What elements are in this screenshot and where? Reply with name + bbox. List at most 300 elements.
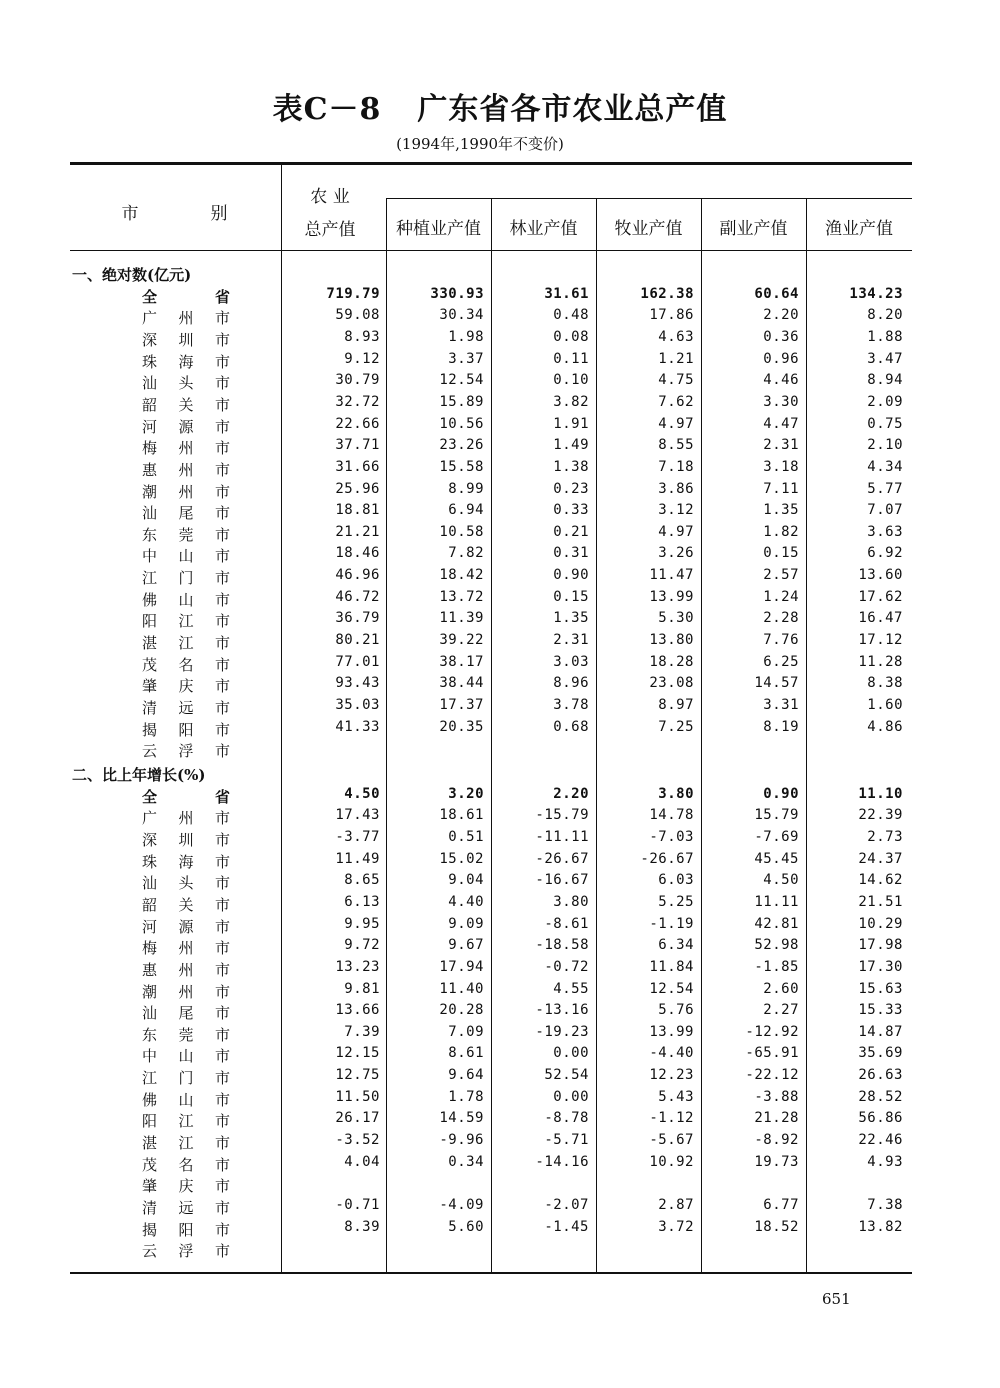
value-cell: 0.75 [867, 415, 903, 432]
value-cell: 13.99 [649, 1023, 694, 1040]
city-name-char: 珠 [142, 352, 158, 371]
value-cell: 13.99 [649, 588, 694, 605]
city-name-char: 山 [178, 1090, 194, 1109]
table-row [0, 1110, 1000, 1132]
city-name-char: 市 [214, 982, 230, 1001]
city-name [142, 1132, 230, 1153]
value-cell: 7.38 [867, 1197, 903, 1213]
header-total-line1: 农 业 [310, 187, 350, 207]
value-cell: 1.78 [448, 1088, 484, 1105]
value-cell: 1.35 [553, 610, 589, 627]
value-cell: -18.58 [535, 937, 589, 954]
value-cell: 0.68 [553, 718, 589, 735]
city-name [142, 416, 230, 437]
value-cell: 93.43 [335, 675, 380, 692]
value-cell: 1.49 [553, 437, 589, 454]
table-row [0, 1002, 1000, 1024]
city-name-char: 湛 [142, 1134, 158, 1153]
value-cell: 9.95 [344, 915, 380, 932]
value-cell: 18.42 [439, 567, 484, 584]
value-cell: -3.88 [754, 1088, 799, 1105]
city-name-char: 广 [142, 309, 158, 328]
value-cell: 6.77 [763, 1197, 799, 1213]
value-cell: 12.54 [439, 372, 484, 389]
value-cell: 11.10 [858, 785, 903, 802]
value-cell: 5.25 [658, 893, 694, 910]
city-name-char: 潮 [142, 982, 158, 1001]
city-name-char: 阳 [178, 1220, 194, 1239]
city-name [142, 481, 230, 502]
table-row [0, 1089, 1000, 1111]
city-name-char: 市 [214, 1069, 230, 1088]
value-cell: 37.71 [335, 437, 380, 454]
value-cell: 59.08 [335, 307, 380, 324]
city-name [142, 937, 230, 958]
city-name [142, 459, 230, 480]
city-name [142, 786, 230, 807]
city-name-char: 源 [178, 417, 194, 436]
value-cell: -15.79 [535, 807, 589, 824]
city-name-char: 市 [214, 874, 230, 893]
value-cell: 12.54 [649, 980, 694, 997]
value-cell: 6.25 [763, 653, 799, 670]
city-name-char: 市 [214, 634, 230, 653]
city-name-char: 州 [178, 439, 194, 458]
value-cell: 6.34 [658, 937, 694, 954]
value-cell: 15.58 [439, 458, 484, 475]
table-row [0, 307, 1000, 329]
city-name-char: 市 [214, 374, 230, 393]
table-row [0, 1175, 1000, 1197]
table-row [0, 437, 1000, 459]
city-name-char: 湛 [142, 634, 158, 653]
value-cell: -9.96 [439, 1132, 484, 1149]
value-cell: 8.55 [658, 437, 694, 454]
city-name-char: 州 [178, 309, 194, 328]
value-cell: 134.23 [849, 285, 903, 302]
value-cell: 0.33 [553, 502, 589, 519]
value-cell: 4.34 [867, 458, 903, 475]
table-row [0, 589, 1000, 611]
table-name: 广东省各市农业总产值 [417, 92, 728, 127]
value-cell: 6.03 [658, 872, 694, 889]
table-row [0, 937, 1000, 959]
city-name-char: 江 [178, 634, 194, 653]
city-name-char: 山 [178, 547, 194, 566]
value-cell: -8.92 [754, 1132, 799, 1149]
value-cell: 5.30 [658, 610, 694, 627]
city-name-char: 门 [178, 569, 194, 588]
value-cell: 4.97 [658, 523, 694, 540]
city-name-char: 市 [214, 960, 230, 979]
city-name [142, 981, 230, 1002]
value-cell: 13.60 [858, 567, 903, 584]
city-name-char: 市 [214, 939, 230, 958]
value-cell: 3.26 [658, 545, 694, 562]
table-row [0, 524, 1000, 546]
value-cell: 0.90 [553, 567, 589, 584]
city-name-char: 市 [214, 1155, 230, 1174]
value-cell: 3.31 [763, 697, 799, 713]
city-name-char: 市 [214, 309, 230, 328]
table-row [0, 1197, 1000, 1219]
bottom-rule [70, 1272, 912, 1274]
value-cell: 17.62 [858, 588, 903, 605]
value-cell: 3.86 [658, 480, 694, 497]
city-name-char: 庆 [178, 677, 194, 696]
value-cell: 4.93 [867, 1153, 903, 1170]
city-name [142, 807, 230, 828]
value-cell: 8.96 [553, 675, 589, 692]
city-name-char: 惠 [142, 960, 158, 979]
value-cell: 8.39 [344, 1218, 380, 1235]
value-cell: 15.89 [439, 393, 484, 410]
city-name-char: 东 [142, 525, 158, 544]
value-cell: 4.97 [658, 415, 694, 432]
table-row [0, 829, 1000, 851]
value-cell: 5.60 [448, 1218, 484, 1235]
city-name-char: 市 [214, 1242, 230, 1261]
city-name-char: 远 [178, 1199, 194, 1217]
value-cell: 1.82 [763, 523, 799, 540]
table-row [0, 654, 1000, 676]
table-row [0, 872, 1000, 894]
city-name-char: 清 [142, 1199, 158, 1217]
city-name-char: 市 [214, 395, 230, 414]
value-cell: 80.21 [335, 632, 380, 649]
value-cell: 8.93 [344, 328, 380, 345]
city-name-char: 市 [214, 352, 230, 371]
value-cell: 52.54 [544, 1067, 589, 1084]
table-row [0, 894, 1000, 916]
city-name [142, 654, 230, 675]
value-cell: 20.35 [439, 718, 484, 735]
value-cell: 11.40 [439, 980, 484, 997]
table-row [0, 1067, 1000, 1089]
city-name-char: 市 [214, 1220, 230, 1239]
value-cell: 52.98 [754, 937, 799, 954]
city-name [142, 916, 230, 937]
table-subtitle: (1994年,1990年不变价) [396, 135, 564, 153]
value-cell: -3.52 [335, 1132, 380, 1149]
value-cell: 17.37 [439, 697, 484, 713]
value-cell: 719.79 [326, 285, 380, 302]
value-cell: 26.63 [858, 1067, 903, 1084]
value-cell: 5.77 [867, 480, 903, 497]
value-cell: 38.44 [439, 675, 484, 692]
value-cell: 17.94 [439, 958, 484, 975]
table-row [0, 502, 1000, 524]
value-cell: 0.10 [553, 372, 589, 389]
city-name-char: 尾 [178, 504, 194, 523]
value-cell: 45.45 [754, 850, 799, 867]
city-name-char: 揭 [142, 1220, 158, 1239]
value-cell: 6.92 [867, 545, 903, 562]
city-name-char: 惠 [142, 460, 158, 479]
header-total-line2: 总产值 [304, 220, 356, 240]
value-cell: 11.11 [754, 893, 799, 910]
value-cell: -26.67 [640, 850, 694, 867]
city-name-char: 江 [178, 1134, 194, 1153]
header-col: 种植业产值 [396, 219, 481, 239]
table-row [0, 740, 1000, 762]
city-name-char: 珠 [142, 852, 158, 871]
table-row [0, 416, 1000, 438]
city-name-char: 市 [214, 720, 230, 739]
value-cell: -8.61 [544, 915, 589, 932]
city-name-char: 头 [178, 374, 194, 393]
value-cell: 15.79 [754, 807, 799, 824]
city-name-char: 韶 [142, 395, 158, 414]
value-cell: 17.86 [649, 307, 694, 324]
city-name-char: 山 [178, 1047, 194, 1066]
city-name-char: 云 [142, 742, 158, 761]
city-name-char: 汕 [142, 504, 158, 523]
value-cell: 56.86 [858, 1110, 903, 1127]
value-cell: 7.76 [763, 632, 799, 649]
value-cell: 17.30 [858, 958, 903, 975]
city-name-char: 市 [214, 917, 230, 936]
value-cell: 17.98 [858, 937, 903, 954]
city-name-char: 浮 [178, 742, 194, 761]
section-label: 一、绝对数(亿元) [72, 266, 192, 284]
value-cell: 2.27 [763, 1002, 799, 1019]
value-cell: 4.63 [658, 328, 694, 345]
value-cell: 14.78 [649, 807, 694, 824]
city-name [142, 959, 230, 980]
header-city-1: 市 [121, 204, 139, 224]
city-name-char: 市 [214, 1134, 230, 1153]
city-name-char: 肇 [142, 677, 158, 696]
city-name-char: 门 [178, 1069, 194, 1088]
value-cell: 20.28 [439, 1002, 484, 1019]
value-cell: 2.20 [763, 307, 799, 324]
value-cell: 0.51 [448, 828, 484, 845]
city-name-char: 源 [178, 917, 194, 936]
city-name-char: 市 [214, 1004, 230, 1023]
value-cell: 0.31 [553, 545, 589, 562]
city-name-char: 阳 [178, 720, 194, 739]
city-name [142, 740, 230, 761]
table-row [0, 372, 1000, 394]
value-cell: 31.66 [335, 458, 380, 475]
value-cell: 3.80 [658, 785, 694, 802]
value-cell: 2.10 [867, 437, 903, 454]
value-cell: -19.23 [535, 1023, 589, 1040]
value-cell: 21.21 [335, 523, 380, 540]
value-cell: 0.96 [763, 350, 799, 367]
value-cell: 9.67 [448, 937, 484, 954]
table-row [0, 1219, 1000, 1241]
city-name [142, 1024, 230, 1045]
city-name-char: 市 [214, 895, 230, 914]
section-label: 二、比上年增长(%) [72, 766, 206, 784]
value-cell: 10.29 [858, 915, 903, 932]
city-name-char: 汕 [142, 374, 158, 393]
value-cell: -1.85 [754, 958, 799, 975]
value-cell: 8.97 [658, 697, 694, 713]
city-name-char: 州 [178, 809, 194, 828]
value-cell: 2.87 [658, 1197, 694, 1213]
value-cell: 0.00 [553, 1088, 589, 1105]
city-name-char: 阳 [142, 1112, 158, 1131]
city-name-char: 海 [178, 852, 194, 871]
city-name-char: 市 [214, 830, 230, 849]
city-name-char: 全 [142, 787, 158, 806]
city-name [142, 632, 230, 653]
value-cell: 12.15 [335, 1045, 380, 1062]
value-cell: 4.04 [344, 1153, 380, 1170]
value-cell: 18.28 [649, 653, 694, 670]
value-cell: 0.48 [553, 307, 589, 324]
value-cell: 3.78 [553, 697, 589, 713]
value-cell: 12.23 [649, 1067, 694, 1084]
city-name-char: 中 [142, 1047, 158, 1066]
value-cell: 14.57 [754, 675, 799, 692]
table-row [0, 351, 1000, 373]
table-row [0, 981, 1000, 1003]
city-name-char: 浮 [178, 1242, 194, 1261]
value-cell: -4.40 [649, 1045, 694, 1062]
value-cell: 3.03 [553, 653, 589, 670]
value-cell: 4.50 [763, 872, 799, 889]
value-cell: 2.60 [763, 980, 799, 997]
value-cell: 1.24 [763, 588, 799, 605]
city-name [142, 697, 230, 718]
value-cell: 6.94 [448, 502, 484, 519]
value-cell: 22.66 [335, 415, 380, 432]
value-cell: -7.69 [754, 828, 799, 845]
city-name-char: 茂 [142, 655, 158, 674]
table-row [0, 786, 1000, 808]
value-cell: 4.50 [344, 785, 380, 802]
city-name-char: 江 [178, 612, 194, 631]
value-cell: 162.38 [640, 285, 694, 302]
city-name-char: 全 [142, 287, 158, 306]
value-cell: -13.16 [535, 1002, 589, 1019]
value-cell: 5.76 [658, 1002, 694, 1019]
value-cell: 42.81 [754, 915, 799, 932]
value-cell: 0.15 [553, 588, 589, 605]
value-cell: 2.28 [763, 610, 799, 627]
table-row [0, 807, 1000, 829]
city-name-char: 市 [214, 439, 230, 458]
value-cell: 23.26 [439, 437, 484, 454]
city-name-char: 揭 [142, 720, 158, 739]
header-col: 林业产值 [509, 219, 578, 239]
city-name [142, 610, 230, 631]
city-name-char: 茂 [142, 1155, 158, 1174]
table-row [0, 567, 1000, 589]
table-title [0, 84, 1000, 128]
city-name-char: 市 [214, 547, 230, 566]
value-cell: -4.09 [439, 1197, 484, 1213]
value-cell: 4.86 [867, 718, 903, 735]
value-cell: 11.39 [439, 610, 484, 627]
value-cell: -5.71 [544, 1132, 589, 1149]
city-name-char: 阳 [142, 612, 158, 631]
header-col: 副业产值 [719, 219, 788, 239]
value-cell: 6.13 [344, 893, 380, 910]
city-name-char: 山 [178, 590, 194, 609]
value-cell: 22.46 [858, 1132, 903, 1149]
table-row [0, 632, 1000, 654]
value-cell: 2.31 [553, 632, 589, 649]
value-cell: 9.64 [448, 1067, 484, 1084]
value-cell: 3.30 [763, 393, 799, 410]
value-cell: 2.57 [763, 567, 799, 584]
value-cell: -16.67 [535, 872, 589, 889]
value-cell: -26.67 [535, 850, 589, 867]
value-cell: 30.34 [439, 307, 484, 324]
city-name-char: 州 [178, 939, 194, 958]
city-name-char: 市 [214, 699, 230, 717]
value-cell: 8.65 [344, 872, 380, 889]
table-code: 表C－8 [272, 92, 382, 127]
city-name-char: 市 [214, 1199, 230, 1217]
value-cell: 13.66 [335, 1002, 380, 1019]
table-row [0, 1240, 1000, 1262]
table-row [0, 1024, 1000, 1046]
value-cell: 11.50 [335, 1088, 380, 1105]
value-cell: 3.80 [553, 893, 589, 910]
value-cell: 3.12 [658, 502, 694, 519]
value-cell: 32.72 [335, 393, 380, 410]
value-cell: 15.33 [858, 1002, 903, 1019]
city-name-char: 市 [214, 852, 230, 871]
value-cell: 9.09 [448, 915, 484, 932]
city-name-char: 云 [142, 1242, 158, 1261]
value-cell: 18.46 [335, 545, 380, 562]
city-name-char: 汕 [142, 874, 158, 893]
value-cell: 3.37 [448, 350, 484, 367]
city-name [142, 545, 230, 566]
value-cell: 35.69 [858, 1045, 903, 1062]
value-cell: 3.72 [658, 1218, 694, 1235]
header-sub-rule [386, 198, 912, 199]
city-name [142, 894, 230, 915]
value-cell: -5.67 [649, 1132, 694, 1149]
city-name-char: 深 [142, 830, 158, 849]
value-cell: 24.37 [858, 850, 903, 867]
value-cell: 8.38 [867, 675, 903, 692]
value-cell: -22.12 [745, 1067, 799, 1084]
value-cell: 10.58 [439, 523, 484, 540]
city-name [142, 567, 230, 588]
table-row [0, 851, 1000, 873]
city-name-char: 市 [214, 612, 230, 631]
city-name-char: 名 [178, 655, 194, 674]
city-name [142, 1175, 230, 1196]
value-cell: 25.96 [335, 480, 380, 497]
value-cell: 4.75 [658, 372, 694, 389]
city-name-char: 市 [214, 677, 230, 696]
value-cell: 8.61 [448, 1045, 484, 1062]
city-name [142, 829, 230, 850]
value-cell: 7.18 [658, 458, 694, 475]
table-row [0, 481, 1000, 503]
table-row [0, 394, 1000, 416]
value-cell: 11.84 [649, 958, 694, 975]
city-name-char: 韶 [142, 895, 158, 914]
value-cell: 22.39 [858, 807, 903, 824]
value-cell: 1.35 [763, 502, 799, 519]
city-name [142, 1219, 230, 1240]
city-name-char: 梅 [142, 939, 158, 958]
city-name-char: 肇 [142, 1177, 158, 1196]
value-cell: 8.20 [867, 307, 903, 324]
value-cell: 7.62 [658, 393, 694, 410]
